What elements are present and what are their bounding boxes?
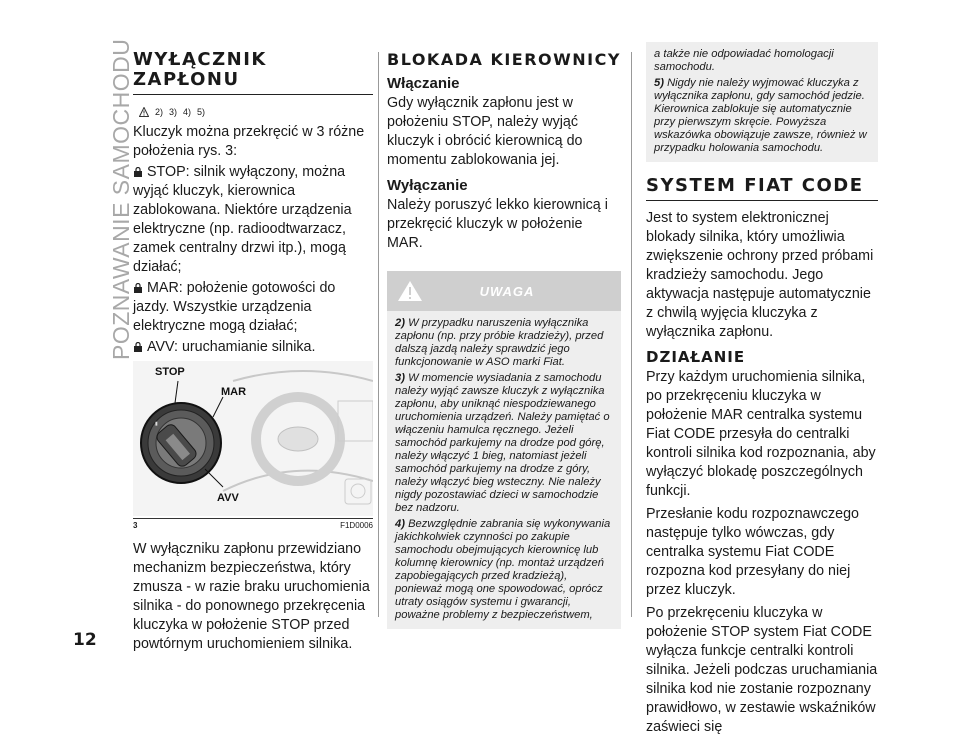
paragraph: Jest to system elektronicznej blokady silnika, który umożliwia zwiększenie ochrony przed próbami kradzieży samochodu. Jego aktywacja następuje automatycznie z chwilą wyjęcia kluczyka z wyłącznika zapłonu. — [646, 210, 874, 340]
key-icon — [133, 342, 143, 352]
section-title: SYSTEM FIAT CODE — [646, 176, 878, 201]
paragraph: Przesłanie kodu rozpoznawczego następuje tylko wówczas, gdy centralka systemu Fiat CODE rozpozna kod przesyłany do niej przez kluczyk. — [646, 506, 859, 598]
subheading: Wyłączanie — [387, 177, 468, 194]
figure-caption — [133, 518, 373, 530]
figure-number: 3 — [133, 521, 138, 530]
warning-item: 3) W momencie wysiadania z samochodu należy wyjąć zawsze kluczyk z wyłącznika zapłonu, aby uniknąć niespodziewanego uruchomienia urządzeń. Należy pamiętać o włączeniu hamulca ręcznego. Jeżeli samochód parkujemy na drodze pod górę, należy włączyć 1 bieg, natomiast jeżeli samochód parkujemy na drodze z góry, należy włączyć bieg wsteczny. Nie należy nigdy pozostawiać dzieci w samochodzie bez nadzoru. — [395, 372, 610, 514]
subheading: DZIAŁANIE — [646, 348, 746, 366]
warning-header — [387, 271, 621, 311]
title-line: WYŁĄCZNIK — [133, 49, 267, 70]
paragraph: Gdy wyłącznik zapłonu jest w położeniu STOP, należy wyjąć kluczyk i obrócić kierownicą do momentu zablokowania jej. — [387, 95, 583, 168]
key-icon — [133, 167, 143, 177]
steering-lock-section — [387, 50, 621, 629]
ref[interactable]: 4) — [183, 107, 192, 117]
list-item: MAR: położenie gotowości do jazdy. Wszystkie urządzenia elektryczne mogą działać; — [133, 280, 336, 334]
warning-body — [387, 311, 621, 629]
warning-item: 4) Bezwzględnie zabrania się wykonywania jakichkolwiek czynności po zakupie samochodu obejmujących kierownicę lub kolumnę kierownicy (np. montaż urządzeń zapobiegających przed kradzieżą), ponieważ mogą one spowodować, oprócz utraty osiągów systemu i gwarancji, poważne problemy z bezpieczeństwem, — [395, 518, 611, 621]
section-side-label: POZNAWANIE SAMOCHODU — [108, 38, 134, 360]
warning-item: a także nie odpowiadać homologacji samochodu. — [654, 48, 834, 73]
ignition-illustration — [133, 361, 373, 516]
subheading: Włączanie — [387, 75, 460, 92]
page-number: 12 — [73, 630, 97, 650]
list-item: STOP: silnik wyłączony, można wyjąć kluczyk, kierownica zablokowana. Niektóre urządzenia elektryczne (np. radioodtwarzacz, zamek centralny drzwi itp.), mogą działać; — [133, 164, 352, 275]
section-title — [133, 50, 373, 95]
list-item: AVV: uruchamianie silnika. — [133, 338, 373, 357]
title-line: ZAPŁONU — [133, 69, 240, 90]
label-avv: AVV — [217, 492, 239, 504]
ref[interactable]: 3) — [169, 107, 178, 117]
switch-marking: ▮ — [155, 421, 158, 427]
warning-title: UWAGA — [479, 283, 535, 299]
label-mar: MAR — [221, 386, 247, 398]
warning-refs — [139, 101, 373, 117]
warning-triangle-icon — [139, 107, 149, 117]
label-stop: STOP — [155, 366, 185, 378]
column-divider — [378, 52, 379, 617]
warning-box — [387, 271, 621, 629]
paragraph: Należy poruszyć lekko kierownicą i przekręcić kluczyk w położenie MAR. — [387, 197, 608, 251]
fiat-code-section — [646, 42, 878, 739]
key-icon — [133, 283, 143, 293]
ref[interactable]: 2) — [155, 107, 164, 117]
paragraph: Po przekręceniu kluczyka w położenie STOP system Fiat CODE wyłącza funkcje centralki kontroli silnika. Jeżeli podczas uruchamiania silnika kod nie zostanie rozpoznany prawidłowo, w zestawie wskaźników zaświeci się — [646, 605, 878, 735]
warning-triangle-icon — [397, 280, 423, 302]
section-title: BLOKADA KIEROWNICY — [387, 50, 621, 69]
paragraph: Przy każdym uruchomienia silnika, po przekręceniu kluczyka w położenie MAR centralka systemu Fiat CODE przesyła do centralki kontroli silnika kod rozpoznania, aby wyłączyć blokadę poszczególnych funkcji. — [646, 369, 876, 499]
ref[interactable]: 5) — [197, 107, 206, 117]
paragraph: W wyłączniku zapłonu przewidziano mechanizm bezpieczeństwa, który zmusza - w razie braku uruchomienia silnika - do ponownego przekręcenia kluczyka w położenie STOP przed powtórnym uruchomieniem silnika. — [133, 541, 370, 652]
intro-text: Kluczyk można przekręcić w 3 różne położenia rys. 3: — [133, 124, 365, 159]
warning-item: 5) Nigdy nie należy wyjmować kluczyka z wyłącznika zapłonu, gdy samochód jedzie. Kierownica zablokuje się automatycznie przy pierwszym skręcie. Powyższa wskazówka obowiązuje zawsze, również w przypadku holowania samochodu. — [654, 77, 867, 154]
warning-item: 2) W przypadku naruszenia wyłącznika zapłonu (np. przy próbie kradzieży), przed dalszą jazdą należy sprawdzić jego funkcjonowanie w ASO marki Fiat. — [395, 317, 604, 368]
ignition-switch-section — [133, 50, 373, 656]
ignition-figure — [133, 361, 373, 516]
figure-code: F1D0006 — [340, 521, 373, 530]
warning-continuation — [646, 42, 878, 162]
column-divider — [631, 52, 632, 617]
